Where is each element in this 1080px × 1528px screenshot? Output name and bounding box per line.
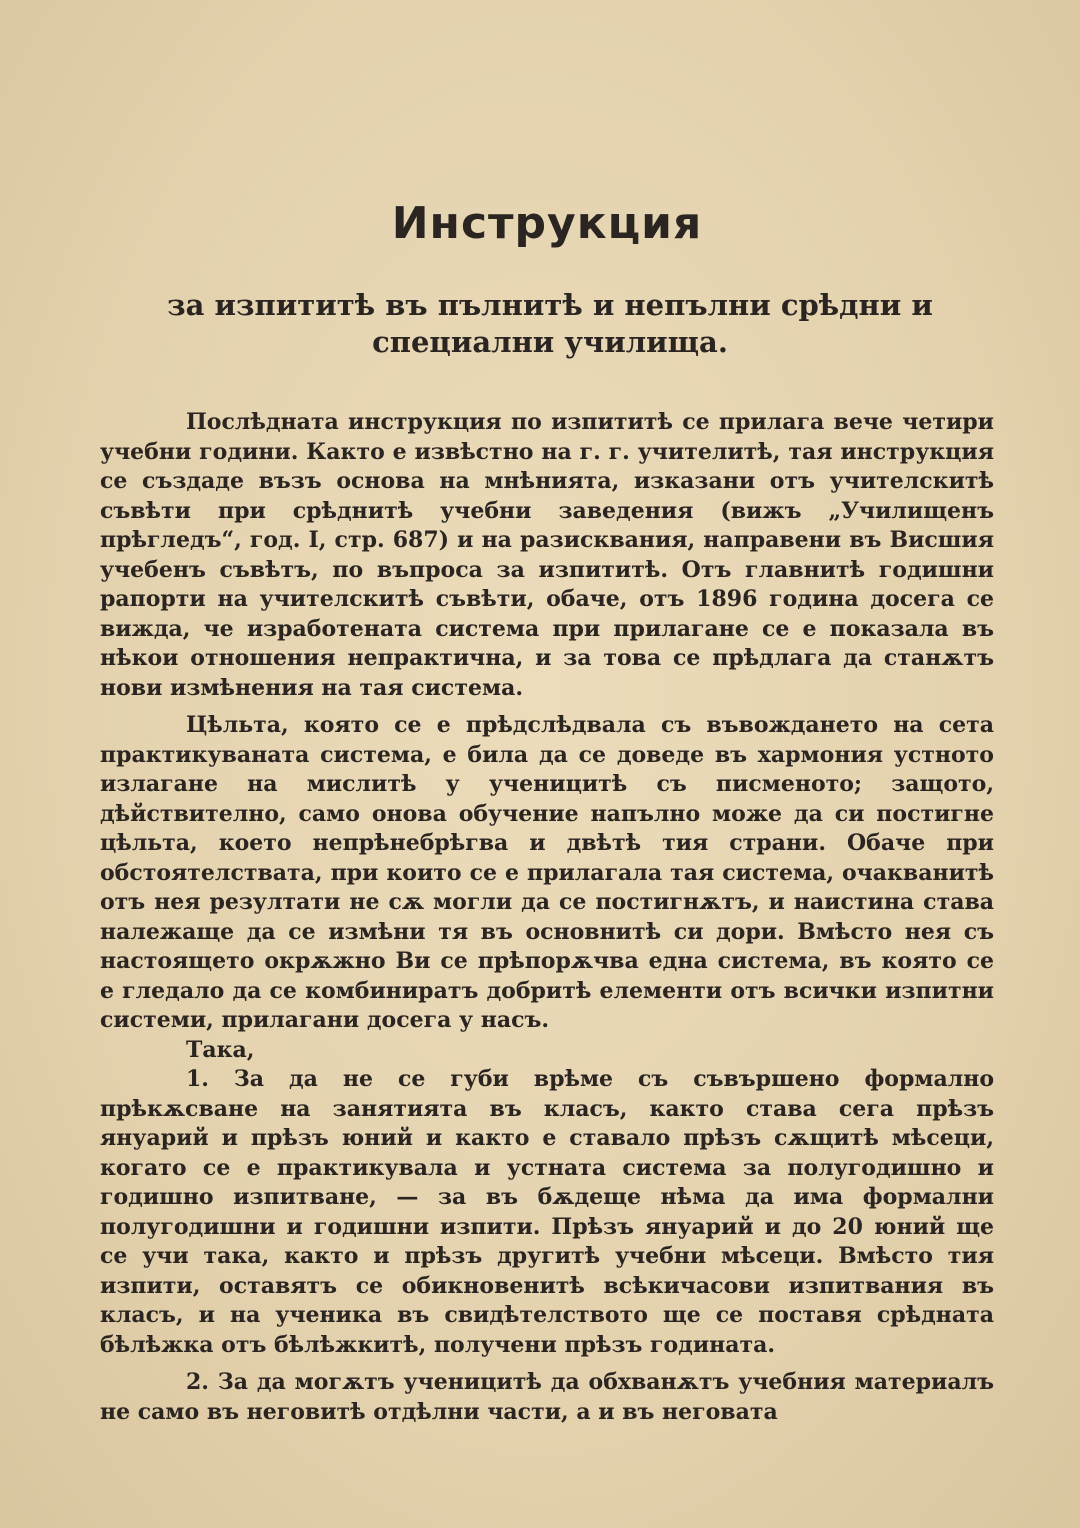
paragraph-point-1: 1. За да не се губи врѣме съ съвършено формално прѣкѫсване на занятията въ класъ, както става сега прѣзъ януарий и прѣзъ юний и както е ставало прѣзъ сѫщитѣ мѣсеци, когато се е практикувала и устната система за полугодишно и годишно изпитване, — за въ бѫдеще нѣма да има формални полугодишни и годишни изпити. Прѣзъ януарий и до 20 юний ще се учи така, както и прѣзъ другитѣ учебни мѣсеци. Вмѣсто тия изпити, оставятъ се обикновенитѣ всѣкичасови изпитвания въ класъ, и на ученика въ свидѣтелството ще се поставя срѣдната бѣлѣжка отъ бѣлѣжкитѣ, получени прѣзъ годината. <box>100 1066 994 1358</box>
paragraph-thus: Така, <box>186 1036 255 1063</box>
document-page <box>100 0 994 1528</box>
paragraph-purpose: Цѣльта, която се е прѣдслѣдвала съ въвождането на сета практикуваната система, е била да се доведе въ хармония устното излагане на мислитѣ у ученицитѣ съ писменото; защото, дѣйствително, само онова обучение напълно може да си постигне цѣльта, което непрѣнебрѣгва и двѣтѣ тия страни. Обаче при обстоятелствата, при които се е прилагала тая система, очакванитѣ отъ нея резултати не сѫ могли да се постигнѫтъ, и наистина става належаще да се измѣни тя въ основнитѣ си дори. Вмѣсто нея съ настоящето окрѫжно Ви се прѣпорѫчва една система, въ която се е гледало да се комбиниратъ добритѣ елементи отъ всички изпитни системи, прилагани досега у насъ. <box>100 712 994 1033</box>
document-title: Инструкция <box>391 198 703 249</box>
document-body <box>100 408 994 1427</box>
paragraph-point-2: 2. За да могѫтъ ученицитѣ да обхванѫтъ учебния материалъ не само въ неговитѣ отдѣлни части, а и въ неговата <box>100 1369 994 1425</box>
paragraph-intro: Послѣдната инструкция по изпититѣ се прилага вече четири учебни години. Както е извѣстно на г. г. учителитѣ, тая инструкция се създаде възъ основа на мнѣнията, изказани отъ учителскитѣ съвѣти при срѣднитѣ учебни заведения (вижъ „Училищенъ прѣгледъ“, год. I, стр. 687) и на разисквания, направени въ Висшия учебенъ съвѣтъ, по въпроса за изпититѣ. Отъ главнитѣ годишни рапорти на учителскитѣ съвѣти, обаче, отъ 1896 година досега се вижда, че изработената система при прилагане се е показала въ нѣкои отношения непрактична, и за това се прѣдлага да станѫтъ нови измѣнения на тая система. <box>100 409 994 701</box>
document-subtitle: за изпититѣ въ пълнитѣ и непълни срѣдни и специални училища. <box>167 288 933 359</box>
